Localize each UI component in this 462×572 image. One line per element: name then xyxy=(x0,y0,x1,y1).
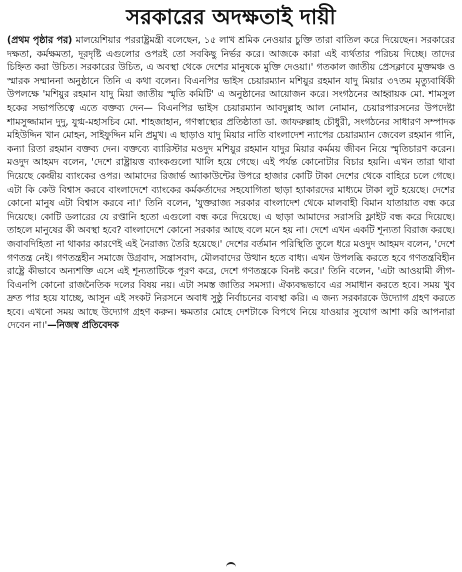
article-body xyxy=(7,34,455,333)
byline: —নিজস্ব প্রতিবেদক xyxy=(47,320,119,332)
headline: সরকারের অদক্ষতাই দায়ী xyxy=(126,5,336,29)
article-text: মালয়েশিয়ার পররাষ্ট্রমন্ত্রী বলেছেন, ১৫ লাখ শ্রমিক নেওয়ার চুক্তি তারা বাতিল করে দিয়েছেন। সরকারের দক্ষতা, কর্মক্ষমতা, দূরদৃষ্টি এগুলোর ওপরই তো সবকিছু নির্ভর করে। আজকে কারা এই ব্যর্থতার পরিচয় দিচ্ছে। তাদের চিহ্নিত করা উচিত। সরকারের উচিত, এ অবস্থা থেকে দেশের মানুষকে মুক্তি দেওয়া।' গতকাল জাতীয় প্রেসক্লাবে মুক্তমঞ্চ ও স্মারক সম্মাননা অনুষ্ঠানে তিনি এ কথা বলেন। বিএনপির ভাইস চেয়ারম্যান মশিয়ুর রহমান যাদু মিয়ার ৩৭তম মৃত্যুবার্ষিকী উপলক্ষে 'মশিয়ুর রহমান যাদু মিয়া জাতীয় স্মৃতি কমিটি' এ অনুষ্ঠানের আয়োজন করে। সংগঠনের আহ্বায়ক মো. শামসুল হকের সভাপতিত্বে এতে বক্তব্য দেন— বিএনপির ভাইস চেয়ারম্যান আবদুল্লাহ আল নোমান, চেয়ারপারসনের উপদেষ্টা শামসুজ্জামান দুদু, যুগ্ম-মহাসচিব মো. শাহজাহান, গণস্বাস্থ্যের প্রতিষ্ঠাতা ডা. জাফরুল্লাহ চৌধুরী, সংগঠনের সাধারণ সম্পাদক মহিউদ্দিন খান মোহন, সাইফুদ্দিন মনি প্রমুখ। এ ছাড়াও যাদু মিয়ার নাতি বাংলাদেশ ন্যাপের চেয়ারম্যান জেবেল রহমান গানি, কন্যা রিতা রহমান বক্তব্য দেন। বক্তব্যে ব্যারিস্টার মওদুদ মশিয়ুর রহমান যাদুর মিয়ার কর্মময় জীবন নিয়ে স্মৃতিচারণ করেন। মওদুদ আহমদ বলেন, 'দেশে রাষ্ট্রায়ত্ত ব্যাংকগুলো খালি হয়ে গেছে। এই পর্যন্ত কোনোটার বিচার হয়নি। এখন তারা থাবা দিয়েছে কেন্দ্রীয় ব্যাংকের ওপর। আমাদের রিজার্ভ অ্যাকাউন্টের উপরে হাজার কোটি টাকা দেশের থেকে বাহিরে চলে গেছে। এটা কি কেউ বিশ্বাস করবে বাংলাদেশে ব্যাংকের কর্মকর্তাদের সহযোগিতা ছাড়া হ্যাকারদের মাধ্যমে টাকা লুট হয়েছে। দেশের কোনো মানুষ এটা বিশ্বাস করবে না।' তিনি বলেন, 'যুক্তরাজ্য সরকার বাংলাদেশ থেকে মালবাহী বিমান যাতায়াত বন্ধ করে দিয়েছে। কোটি ডলারের যে রপ্তানি হতো এগুলো বন্ধ করে দিয়েছে। এ ছাড়া আমাদের সরাসরি ফ্লাইট বন্ধ করে দিয়েছে। তাহলে মানুষের কী অবস্থা হবে? বাংলাদেশে কোনো সরকার আছে বলে মনে হয় না। দেশে এখন একটি শূন্যতা বিরাজ করছে। জবাবদিহিতা না থাকার কারণেই এই নৈরাজ্য তৈরি হয়েছে।' দেশের বর্তমান পরিস্থিতি তুলে ধরে মওদুদ আহমদ বলেন, 'দেশে গণতন্ত্র নেই। গণতন্ত্রহীন সমাজে উগ্রবাদ, সন্ত্রাসবাদ, মৌলবাদের উত্থান হতে বাধ্য। এখন উপলব্ধি করতে হবে গণতন্ত্রবিহীন রাষ্ট্রে কীভাবে অন্যশক্তি এসে এই শূন্যতাটিকে পূরণ করে, দেশে গণতন্ত্রকে বিনষ্ট করে।' তিনি বলেন, 'এটা আওয়ামী লীগ-বিএনপি কোনো রাজনৈতিক দলের বিষয় নয়। এটা সমস্ত জাতির সমস্যা। ঐক্যবদ্ধভাবে এর সমাধান করতে হবে। সময় খুব দ্রুত পার হয়ে যাচ্ছে, আসুন এই সংকট নিরসনে অবাধ সুষ্ঠু নির্বাচনের ব্যবস্থা করি। এ জন্য সরকারকে উদ্যোগ গ্রহণ করতে হবে। এখনো সময় আছে উদ্যোগ গ্রহণ করুন। ক্ষমতার মোহে দেশটাকে বিপথে নিয়ে যাওয়ার সুযোগ আশা করি আপনারা দেবেন না।' xyxy=(7,35,455,332)
cropped-glyph-mark xyxy=(226,562,236,572)
continued-marker: (প্রথম পৃষ্ঠার পর) xyxy=(7,35,73,46)
